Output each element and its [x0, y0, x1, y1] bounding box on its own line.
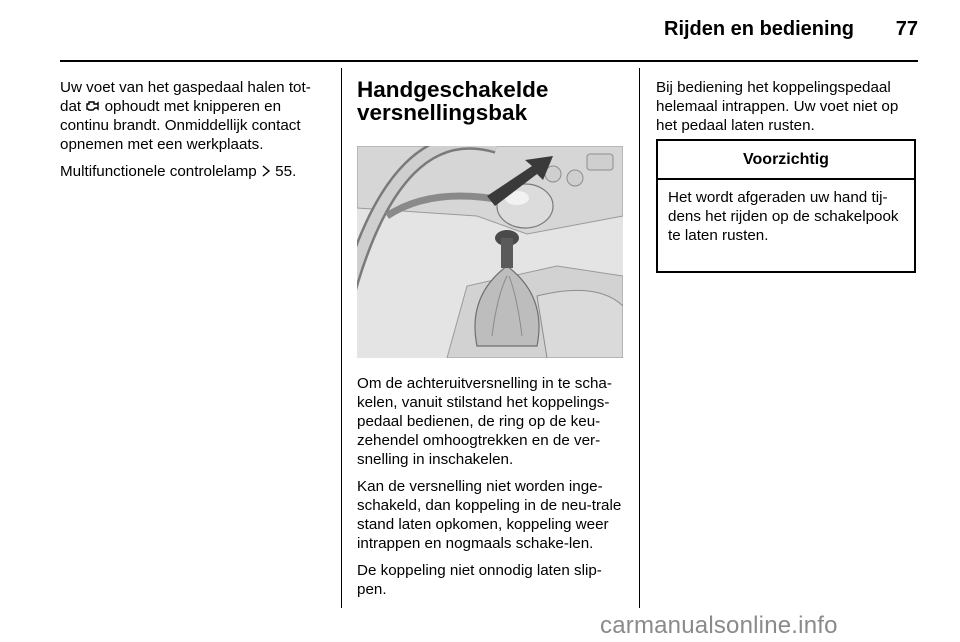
reference-paragraph: Multifunctionele controlelamp 55.: [60, 163, 297, 180]
page-header-title: Rijden en bediening: [664, 18, 855, 40]
header-divider: [60, 60, 918, 62]
caution-text: Het wordt afgeraden uw hand tij-dens het rijden op de schakelpook te laten rusten.: [668, 189, 899, 244]
watermark: carmanualsonline.info: [600, 612, 838, 639]
body-paragraph: De koppeling niet onnodig laten slip-pen.: [357, 562, 602, 598]
intro-paragraph: Bij bediening het koppelingspedaal helemaal intrappen. Uw voet niet op het pedaal laten rusten.: [656, 79, 899, 134]
gear-lever-illustration: [357, 146, 623, 358]
column-2-body: [357, 374, 623, 607]
page-number: 77: [895, 18, 918, 40]
column-divider-1: [341, 68, 342, 608]
body-paragraph: Om de achteruitversnelling in te scha-kelen, vanuit stilstand het koppelings-pedaal bedienen, de ring op de keu-zehendel omhoogtrekken en de ver-snelling in inschakelen.: [357, 375, 612, 468]
column-divider-2: [639, 68, 640, 608]
section-heading: Handgeschakelde versnellingsbak: [357, 77, 549, 125]
caution-box: [656, 139, 916, 273]
page-reference-arrow-icon[interactable]: [261, 165, 271, 177]
column-3: [656, 78, 918, 143]
body-paragraph: Kan de versnelling niet worden inge-schakeld, dan koppeling in de neu-trale stand laten opkomen, koppeling weer intrappen en nogmaals schake-len.: [357, 478, 622, 552]
caution-title: Voorzichtig: [658, 141, 914, 180]
column-1: [60, 78, 330, 189]
column-2: [357, 78, 623, 124]
engine-warning-icon: [85, 100, 100, 112]
warning-paragraph: Uw voet van het gaspedaal halen tot-dat ophoudt met knipperen en continu brandt. Onmiddellijk contact opnemen met een werkplaats.: [60, 79, 311, 153]
